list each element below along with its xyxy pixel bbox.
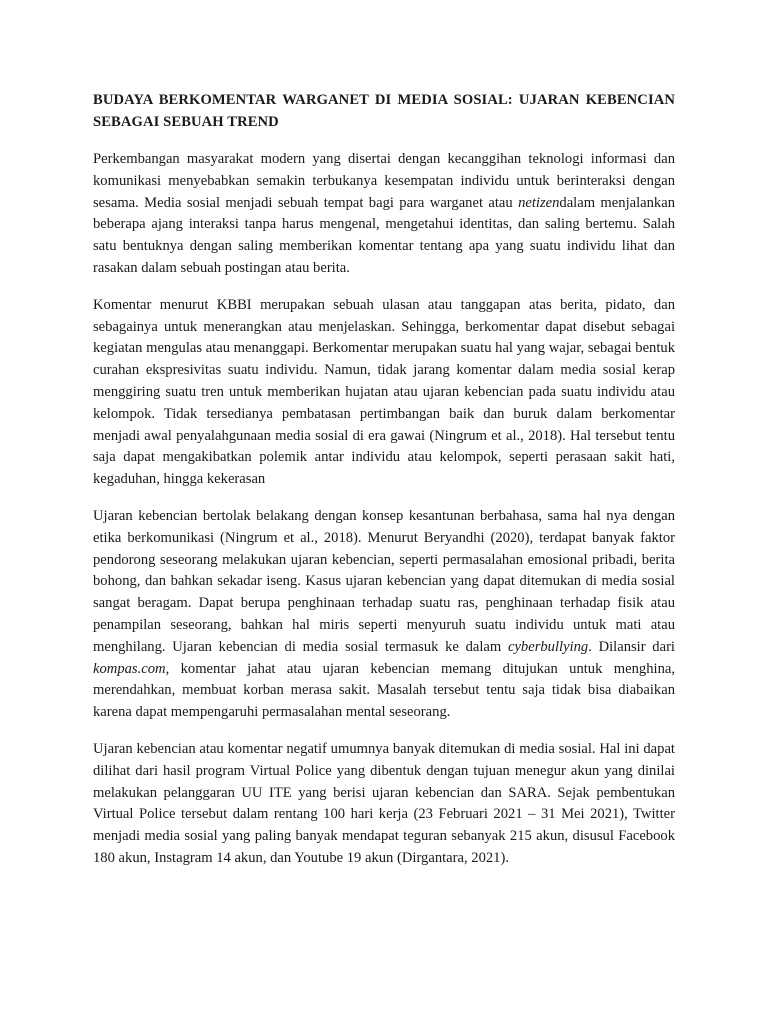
paragraph-3: [93, 506, 675, 724]
document-page: [93, 90, 675, 885]
paragraph-3-text-b: . Dilansir dari: [588, 638, 675, 655]
paragraph-1-italic: netizen: [518, 194, 560, 211]
document-title: BUDAYA BERKOMENTAR WARGANET DI MEDIA SOSIAL: UJARAN KEBENCIAN SEBAGAI SEBUAH TREND: [93, 92, 675, 130]
paragraph-1: [93, 149, 675, 280]
paragraph-3-italic-2: kompas.com: [93, 660, 166, 677]
paragraph-2: Komentar menurut KBBI merupakan sebuah ulasan atau tanggapan atas berita, pidato, dan sebagainya untuk menerangkan atau menjelaskan. Sehingga, berkomentar dapat disebut sebagai kegiatan mengulas atau menanggapi. Berkomentar merupakan suatu hal yang wajar, sebagai bentuk curahan ekspresivitas suatu individu. Namun, tidak jarang komentar dalam media sosial kerap menggiring suatu tren untuk memberikan hujatan atau ujaran kebencian pada suatu individu atau kelompok. Tidak tersedianya pembatasan pertimbangan baik dan buruk dalam berkomentar menjadi awal penyalahgunaan media sosial di era gawai (Ningrum et al., 2018). Hal tersebut tentu saja dapat mengakibatkan polemik antar individu atau kelompok, seperti perasaan sakit hati, kegaduhan, hingga kekerasan: [93, 296, 675, 488]
paragraph-3-italic-1: cyberbullying: [507, 638, 589, 655]
paragraph-1-text-a: Perkembangan masyarakat modern yang disertai dengan kecanggihan teknologi informasi dan komunikasi menyebabkan semakin terbukanya kesempatan individu untuk berinteraksi dengan sesama. Media sosial menjadi sebuah tempat bagi para warganet atau: [93, 151, 675, 211]
paragraph-4: Ujaran kebencian atau komentar negatif umumnya banyak ditemukan di media sosial. Hal ini dapat dilihat dari hasil program Virtual Police yang dibentuk dengan tujuan menegur akun yang dinilai melakukan pelanggaran UU ITE yang berisi ujaran kebencian dan SARA. Sejak pembentukan Virtual Police tersebut dalam rentang 100 hari kerja (23 Februari 2021 – 31 Mei 2021), Twitter menjadi media sosial yang paling banyak mendapat teguran sebanyak 215 akun, disusul Facebook 180 akun, Instagram 14 akun, dan Youtube 19 akun (Dirgantara, 2021).: [93, 740, 675, 866]
paragraph-3-text-a: Ujaran kebencian bertolak belakang dengan konsep kesantunan berbahasa, sama hal nya dengan etika berkomunikasi (Ningrum et al., 2018). Menurut Beryandhi (2020), terdapat banyak faktor pendorong seseorang melakukan ujaran kebencian, seperti permasalahan emosional pribadi, berita bohong, dan bahkan sekadar iseng. Kasus ujaran kebencian yang dapat ditemukan di media sosial sangat beragam. Dapat berupa penghinaan terhadap suatu ras, penghinaan terhadap fisik atau penampilan seseorang, bahkan hal miris seperti menyuruh suatu individu untuk mati atau menghilang. Ujaran kebencian di media sosial termasuk ke dalam: [93, 507, 675, 655]
paragraph-1-text-b: dalam menjalankan beberapa ajang interaksi tanpa harus mengenal, mengetahui identitas, dan saling bertemu. Salah satu bentuknya dengan saling memberikan komentar tentang apa yang suatu individu lihat dan rasakan dalam sebuah postingan atau berita.: [93, 194, 675, 276]
paragraph-3-text-c: , komentar jahat atau ujaran kebencian memang ditujukan untuk menghina, merendahkan, membuat korban merasa sakit. Masalah tersebut tentu saja tidak bisa diabaikan karena dapat mempengaruhi permasalahan mental seseorang.: [93, 660, 675, 721]
